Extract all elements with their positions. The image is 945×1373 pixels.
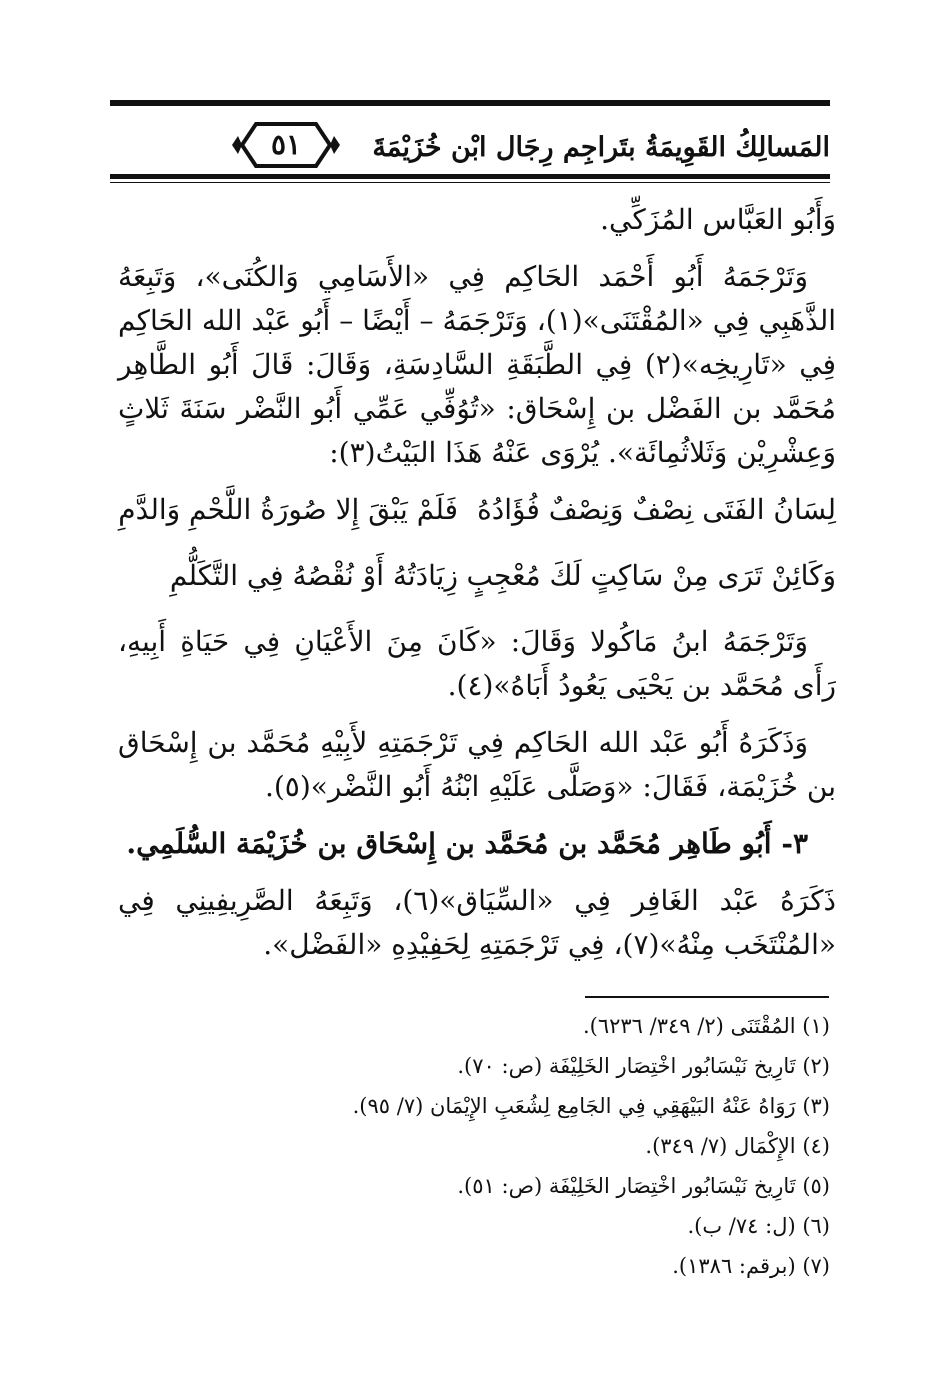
verse-line xyxy=(118,554,836,598)
page-header xyxy=(110,100,830,190)
footnote: (٢) تَارِيخ نَيْسَابُور اخْتِصَار الخَلِيْفَة (ص: ٧٠). xyxy=(457,1054,830,1078)
verse-first-hemistich: وَكَائِنْ تَرَى مِنْ سَاكِتٍ لَكَ مُعْجِبٍ xyxy=(466,559,836,592)
verse-second-hemistich: زِيَادَتُهُ أَوْ نُقْصُهُ فِي التَّكَلُّمِ xyxy=(169,559,458,592)
paragraph: وَتَرْجَمَهُ ابنُ مَاكُولا وَقَالَ: «كَانَ مِنَ الأَعْيَانِ فِي حَيَاةِ أَبِيهِ، رَأَى مُحَمَّد بن يَحْيَى يَعُودُ أَبَاهُ»(٤). xyxy=(118,625,836,702)
paragraph: وَذَكَرَهُ أَبُو عَبْد الله الحَاكِم فِي تَرْجَمَتِهِ لأَبِيْهِ مُحَمَّد بن إِسْحَاق بن خُزَيْمَة، فَقَالَ: «وَصَلَّى عَلَيْهِ ابْنُهُ أَبُو النَّضْر»(٥). xyxy=(118,726,836,803)
header-bottom-thin-rule xyxy=(110,182,830,183)
paragraph-continued: وَأَبُو العَبَّاس المُزَكِّي. xyxy=(600,203,836,236)
verse-first-hemistich: لِسَانُ الفَتَى نِصْفٌ وَنِصْفٌ فُؤَادُهُ xyxy=(477,493,836,526)
footnote: (٤) الإِكْمَال (٧/ ٣٤٩). xyxy=(645,1134,830,1158)
paragraph: وَتَرْجَمَهُ أَبُو أَحْمَد الحَاكِم فِي «الأَسَامِي وَالكُنَى»، وَتَبِعَهُ الذَّهَبِي فِي «المُقْتَنَى»(١)، وَتَرْجَمَهُ – أَيْضًا – أَبُو عَبْد الله الحَاكِم فِي «تَارِيخِه»(٢) فِي الطَّبَقَةِ السَّادِسَةِ، وَقَالَ: قَالَ أَبُو الطَّاهِر مُحَمَّد بن الفَضْل بن إِسْحَاق: «تُوُفِّي عَمِّي أَبُو النَّضْر سَنَةَ ثَلاثٍ وَعِشْرِيْن وَثَلاثُمِائَة». يُرْوَى عَنْهُ هَذَا البَيْتُ(٣): xyxy=(118,260,837,469)
header-top-rule xyxy=(110,100,830,106)
header-bottom-rule xyxy=(110,174,830,179)
footnotes xyxy=(300,1006,830,1286)
page-number: ٥١ xyxy=(270,128,302,161)
main-text xyxy=(118,198,836,980)
footnote: (٣) رَوَاهُ عَنْهُ البَيْهَقِي فِي الجَامِع لِشُعَبِ الإِيْمَان (٧/ ٩٥). xyxy=(352,1094,830,1118)
verse-second-hemistich: فَلَمْ يَبْقَ إِلا صُورَةُ اللَّحْمِ وَالدَّمِ xyxy=(118,493,458,526)
paragraph: ذَكَرَهُ عَبْد الغَافِر فِي «السِّيَاق»(٦)، وَتَبِعَهُ الصَّرِيفِينِي فِي «المُنْتَخَب مِنْهُ»(٧)، فِي تَرْجَمَتِهِ لِحَفِيْدِهِ «الفَضْل». xyxy=(118,884,836,961)
footnote: (٦) (ل: ٧٤/ ب). xyxy=(687,1214,830,1238)
running-title: المَسالِكُ القَوِيمَةُ بتَراجِم رِجَال ابْن خُزَيْمَةَ xyxy=(372,132,830,163)
footnote: (٥) تَارِيخ نَيْسَابُور اخْتِصَار الخَلِيْفَة (ص: ٥١). xyxy=(457,1174,830,1198)
footnote: (١) المُقْتَنَى (٢/ ٣٤٩/ ٦٢٣٦). xyxy=(582,1014,830,1038)
footnote: (٧) (برقم: ١٣٨٦). xyxy=(672,1254,830,1278)
entry-heading: ٣- أَبُو طَاهِر مُحَمَّد بن مُحَمَّد بن إِسْحَاق بن خُزَيْمَة السُّلَمِي. xyxy=(126,827,808,860)
verse-line xyxy=(118,488,836,532)
footnote-separator xyxy=(585,996,829,998)
